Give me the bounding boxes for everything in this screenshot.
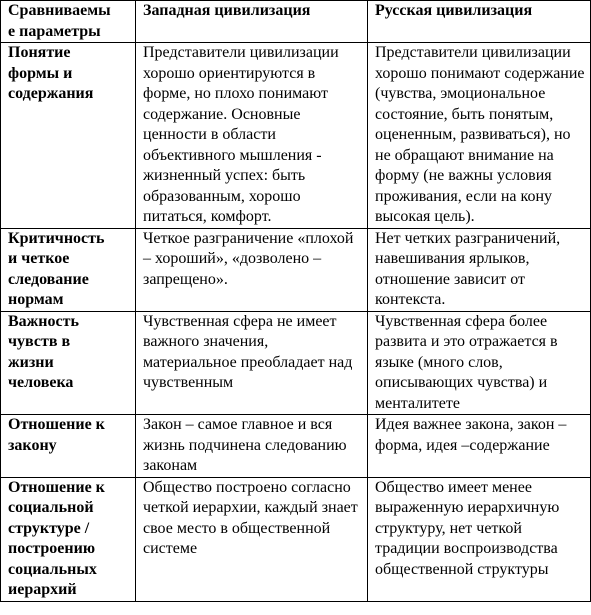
row-western-cell: Четкое разграничение «плохой – хороший», «дозволено – запрещено». (136, 228, 368, 311)
row-russian-cell: Нет четких разграничений, навешивания ярлыков, отношение зависит от контекста. (368, 228, 591, 311)
table-row (1, 477, 591, 601)
row-parameter: Отношение к социальной структуре / построению социальных иерархий (1, 477, 136, 601)
row-parameter: Отношение к закону (1, 415, 136, 478)
table-row (1, 311, 591, 415)
row-parameter: Критичность и четкое следование нормам (1, 228, 136, 311)
header-parameters: Сравниваемы е параметры (1, 1, 136, 43)
row-western-cell: Представители цивилизации хорошо ориентируются в форме, но плохо понимают содержание. Основные ценности в области объективного мышления - жизненный успех: быть образованным, хорошо питаться, комфорт. (136, 43, 368, 229)
header-russian-civilization: Русская цивилизация (368, 1, 591, 43)
row-western-cell: Закон – самое главное и вся жизнь подчинена следованию законам (136, 415, 368, 478)
header-row (1, 1, 591, 43)
row-russian-cell: Идея важнее закона, закон – форма, идея –содержание (368, 415, 591, 478)
row-parameter: Понятие формы и содержания (1, 43, 136, 229)
row-russian-cell: Представители цивилизации хорошо понимают содержание (чувства, эмоциональное состояние, быть понятым, оцененным, развиваться), но не обращают внимание на форму (не важны условия проживания, если на кону высокая цель). (368, 43, 591, 229)
table-row (1, 43, 591, 229)
row-western-cell: Общество построено согласно четкой иерархии, каждый знает свое место в общественной системе (136, 477, 368, 601)
table-row (1, 228, 591, 311)
row-western-cell: Чувственная сфера не имеет важного значения, материальное преобладает над чувственным (136, 311, 368, 415)
row-russian-cell: Общество имеет менее выраженную иерархичную структуру, нет четкой традиции воспроизводства общественной структуры (368, 477, 591, 601)
table-row (1, 415, 591, 478)
row-russian-cell: Чувственная сфера более развита и это отражается в языке (много слов, описывающих чувства) и менталитете (368, 311, 591, 415)
header-western-civilization: Западная цивилизация (136, 1, 368, 43)
row-parameter: Важность чувств в жизни человека (1, 311, 136, 415)
